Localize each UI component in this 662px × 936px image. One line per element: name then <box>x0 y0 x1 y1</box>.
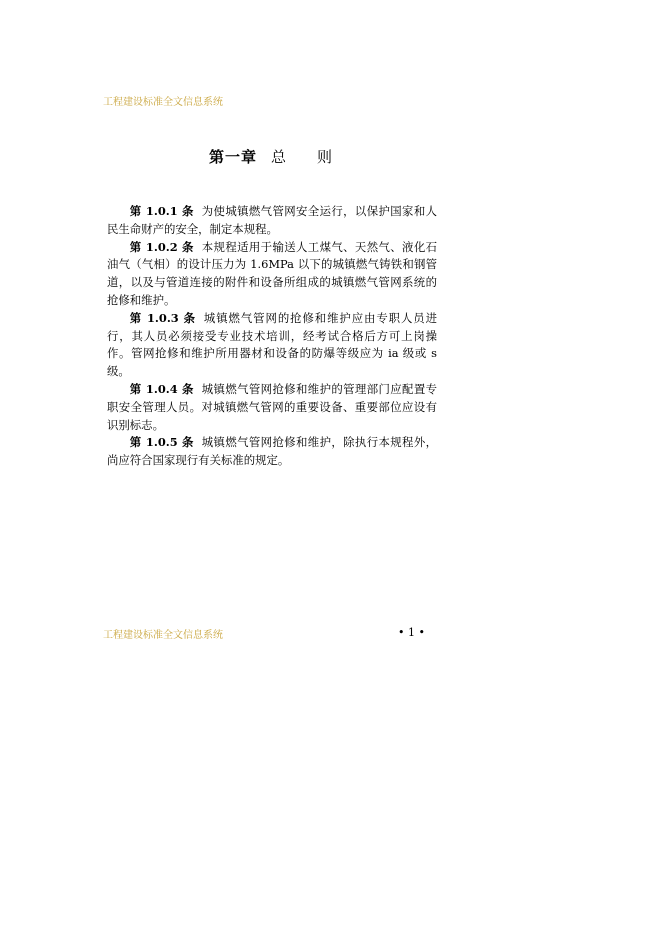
article-1-0-5 <box>107 434 437 470</box>
chapter-title <box>209 150 333 165</box>
chapter-body <box>107 203 437 470</box>
chapter-number: 第一章 <box>209 148 258 166</box>
watermark-bottom: 工程建设标准全文信息系统 <box>103 630 223 641</box>
article-label: 第 1.0.4 条 <box>129 381 194 396</box>
article-text: 城镇燃气管网抢修和维护，除执行本规程外，尚应符合国家现行有关标准的规定。 <box>107 435 437 468</box>
chapter-title-char-2: 则 <box>317 148 334 166</box>
article-1-0-1 <box>107 203 437 239</box>
article-label: 第 1.0.1 条 <box>129 204 194 218</box>
article-1-0-2 <box>107 239 437 310</box>
article-text: 为使城镇燃气管网安全运行，以保护国家和人民生命财产的安全，制定本规程。 <box>107 204 437 236</box>
article-text: 城镇燃气管网抢修和维护的管理部门应配置专职安全管理人员。对城镇燃气管网的重要设备、重要部位应设有识别标志。 <box>107 381 437 432</box>
article-1-0-4 <box>107 381 437 434</box>
article-text: 本规程适用于输送人工煤气、天然气、液化石油气（气相）的设计压力为 1.6MPa 以下的城镇燃气铸铁和钢管道，以及与管道连接的附件和设备所组成的城镇燃气管网系统的抢修和维护。 <box>107 239 437 307</box>
page-number: • 1 • <box>398 626 425 639</box>
article-label: 第 1.0.2 条 <box>129 239 194 254</box>
watermark-top: 工程建设标准全文信息系统 <box>103 97 223 108</box>
chapter-title-char-1: 总 <box>271 148 288 166</box>
article-text: 城镇燃气管网的抢修和维护应由专职人员进行，其人员必须接受专业技术培训，经考试合格后方可上岗操作。管网抢修和维护所用器材和设备的防爆等级应为 ia 级或 s 级。 <box>107 310 437 379</box>
article-label: 第 1.0.5 条 <box>129 435 194 450</box>
article-label: 第 1.0.3 条 <box>129 310 196 325</box>
article-1-0-3 <box>107 310 437 381</box>
